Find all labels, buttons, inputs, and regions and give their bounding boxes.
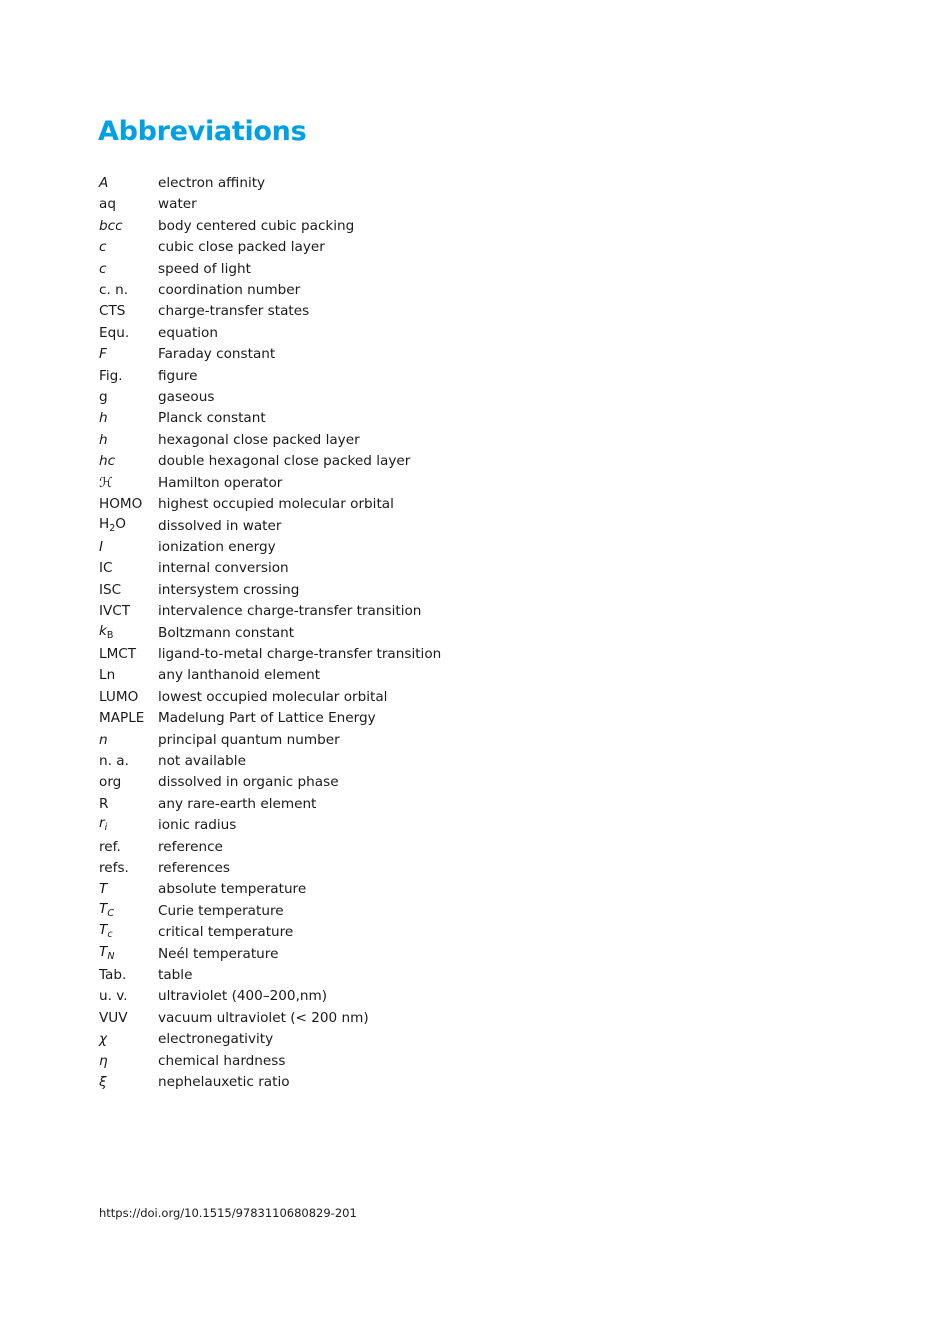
- abbreviation-definition: equation: [158, 324, 218, 341]
- abbreviation-definition: intervalence charge-transfer transition: [158, 603, 422, 620]
- abbreviation-term: [99, 537, 158, 558]
- term-tail: O: [115, 515, 126, 532]
- term-symbol: g: [99, 389, 108, 406]
- abbreviation-row: [99, 815, 599, 836]
- abbreviation-term: [99, 751, 158, 772]
- term-symbol: r: [99, 815, 105, 832]
- abbreviation-term: [99, 687, 158, 708]
- abbreviation-definition: absolute temperature: [158, 881, 307, 898]
- term-symbol: CTS: [99, 303, 126, 320]
- term-symbol: bcc: [99, 217, 123, 234]
- abbreviation-row: [99, 344, 599, 365]
- abbreviation-term: [99, 259, 158, 280]
- abbreviation-term: [99, 1072, 158, 1093]
- abbreviation-definition: Curie temperature: [158, 902, 284, 919]
- abbreviation-definition: ionic radius: [158, 817, 237, 834]
- term-subscript: 2: [109, 522, 116, 534]
- abbreviation-term: [99, 942, 158, 967]
- term-symbol: IC: [99, 560, 113, 577]
- abbreviation-term: [99, 366, 158, 387]
- term-symbol: refs.: [99, 860, 129, 876]
- abbreviation-term: [99, 194, 158, 215]
- term-symbol: H: [99, 515, 110, 532]
- abbreviation-definition: highest occupied molecular orbital: [158, 496, 394, 513]
- abbreviation-row: [99, 259, 599, 280]
- term-symbol: c: [99, 239, 107, 256]
- abbreviation-definition: any rare-earth element: [158, 795, 317, 812]
- abbreviation-row: [99, 751, 599, 772]
- abbreviation-term: [99, 494, 158, 515]
- abbreviation-definition: Faraday constant: [158, 346, 276, 363]
- abbreviation-term: [99, 965, 158, 986]
- abbreviation-definition: any lanthanoid element: [158, 667, 321, 684]
- abbreviation-term: [99, 580, 158, 601]
- abbreviation-term: [99, 408, 158, 429]
- abbreviation-row: [99, 516, 599, 537]
- abbreviation-term: [99, 473, 158, 494]
- abbreviation-definition: figure: [158, 367, 198, 384]
- abbreviation-definition: table: [158, 967, 193, 984]
- abbreviation-definition: gaseous: [158, 389, 215, 406]
- abbreviation-definition: coordination number: [158, 282, 301, 299]
- abbreviation-row: [99, 387, 599, 408]
- term-symbol: R: [99, 795, 109, 812]
- doi-link[interactable]: https://doi.org/10.1515/9783110680829-201: [99, 1206, 357, 1220]
- abbreviation-term: [99, 280, 158, 301]
- abbreviation-row: [99, 558, 599, 579]
- term-subscript: i: [104, 822, 108, 834]
- abbreviation-term: [99, 1008, 158, 1029]
- term-symbol: n: [99, 731, 108, 748]
- abbreviation-row: [99, 837, 599, 858]
- term-symbol: u. v.: [99, 988, 128, 1005]
- abbreviation-term: [99, 237, 158, 258]
- term-subscript: c: [107, 929, 113, 941]
- abbreviation-definition: Planck constant: [158, 410, 266, 427]
- abbreviation-term: [99, 621, 158, 646]
- abbreviation-definition: ultraviolet (400–200,nm): [158, 988, 328, 1005]
- term-symbol: Equ.: [99, 324, 130, 341]
- page-title: Abbreviations: [98, 116, 307, 147]
- abbreviation-definition: Neél temperature: [158, 945, 279, 962]
- term-symbol: VUV: [99, 1009, 128, 1026]
- term-symbol: F: [99, 346, 107, 363]
- abbreviation-row: [99, 687, 599, 708]
- abbreviation-term: [99, 1029, 158, 1050]
- term-symbol: LUMO: [99, 688, 139, 705]
- abbreviation-definition: dissolved in water: [158, 517, 282, 534]
- abbreviation-row: [99, 173, 599, 194]
- abbreviation-term: [99, 387, 158, 408]
- abbreviation-row: [99, 922, 599, 943]
- term-symbol: Fig.: [99, 367, 123, 384]
- abbreviation-definition: body centered cubic packing: [158, 217, 355, 234]
- abbreviation-row: [99, 708, 599, 729]
- abbreviation-definition: hexagonal close packed layer: [158, 431, 360, 448]
- abbreviation-row: [99, 451, 599, 472]
- abbreviation-term: [99, 601, 158, 622]
- abbreviation-definition: principal quantum number: [158, 731, 340, 748]
- term-symbol: T: [99, 922, 108, 939]
- abbreviation-row: [99, 216, 599, 237]
- term-symbol: aq: [99, 196, 116, 213]
- abbreviation-definition: electronegativity: [158, 1031, 274, 1048]
- abbreviation-row: [99, 366, 599, 387]
- abbreviation-term: [99, 644, 158, 665]
- abbreviation-definition: Boltzmann constant: [158, 624, 295, 641]
- term-subscript: C: [107, 907, 114, 919]
- abbreviation-row: [99, 772, 599, 793]
- abbreviation-row: [99, 1072, 599, 1093]
- abbreviation-term: [99, 173, 158, 194]
- abbreviation-row: [99, 494, 599, 515]
- abbreviation-row: [99, 879, 599, 900]
- term-symbol: MAPLE: [99, 710, 145, 727]
- term-symbol: h: [99, 431, 108, 448]
- abbreviation-row: [99, 323, 599, 344]
- abbreviation-term: [99, 451, 158, 472]
- abbreviation-row: [99, 965, 599, 986]
- abbreviation-term: [99, 1051, 158, 1072]
- term-symbol: T: [99, 881, 108, 898]
- abbreviation-definition: chemical hardness: [158, 1052, 286, 1069]
- abbreviation-row: [99, 1029, 599, 1050]
- term-symbol: A: [99, 175, 109, 191]
- abbreviation-row: [99, 237, 599, 258]
- abbreviation-definition: intersystem crossing: [158, 581, 300, 598]
- abbreviation-definition: ligand-to-metal charge-transfer transition: [158, 645, 442, 662]
- abbreviation-row: [99, 944, 599, 965]
- term-symbol: c: [99, 260, 107, 277]
- abbreviation-term: [99, 665, 158, 686]
- term-symbol: n. a.: [99, 752, 129, 769]
- abbreviation-definition: lowest occupied molecular orbital: [158, 688, 388, 705]
- term-symbol: T: [99, 900, 108, 917]
- abbreviation-row: [99, 473, 599, 494]
- term-symbol: I: [99, 538, 104, 555]
- term-symbol: h: [99, 410, 108, 427]
- term-subscript: B: [106, 629, 114, 641]
- abbreviation-definition: electron affinity: [158, 175, 266, 191]
- abbreviation-row: [99, 986, 599, 1007]
- abbreviation-row: [99, 858, 599, 879]
- abbreviation-definition: internal conversion: [158, 560, 289, 577]
- term-symbol: ref.: [99, 838, 121, 855]
- abbreviation-term: [99, 708, 158, 729]
- abbreviation-term: [99, 344, 158, 365]
- term-subscript: N: [107, 950, 115, 962]
- term-symbol: HOMO: [99, 496, 143, 513]
- term-symbol: k: [99, 622, 107, 639]
- abbreviation-term: [99, 430, 158, 451]
- abbreviation-definition: references: [158, 860, 230, 876]
- abbreviation-definition: charge-transfer states: [158, 303, 310, 320]
- abbreviation-list: [99, 173, 599, 1093]
- term-symbol: χ: [99, 1031, 108, 1048]
- term-symbol: LMCT: [99, 645, 137, 662]
- abbreviation-row: [99, 580, 599, 601]
- abbreviation-row: [99, 537, 599, 558]
- term-symbol: c. n.: [99, 282, 129, 299]
- abbreviation-term: [99, 879, 158, 900]
- abbreviation-term: [99, 323, 158, 344]
- abbreviation-definition: dissolved in organic phase: [158, 774, 339, 791]
- abbreviation-row: [99, 665, 599, 686]
- term-symbol: org: [99, 774, 122, 791]
- abbreviation-term: [99, 558, 158, 579]
- term-symbol: ISC: [99, 581, 122, 598]
- abbreviation-term: [99, 794, 158, 815]
- abbreviation-row: [99, 623, 599, 644]
- abbreviation-term: [99, 837, 158, 858]
- abbreviation-term: [99, 813, 158, 838]
- abbreviation-term: [99, 730, 158, 751]
- abbreviation-definition: reference: [158, 838, 223, 855]
- abbreviation-definition: vacuum ultraviolet (< 200 nm): [158, 1009, 369, 1026]
- abbreviation-definition: not available: [158, 752, 246, 769]
- abbreviation-row: [99, 901, 599, 922]
- term-symbol: ξ: [99, 1074, 107, 1091]
- abbreviation-row: [99, 1051, 599, 1072]
- abbreviation-term: [99, 986, 158, 1007]
- abbreviation-definition: nephelauxetic ratio: [158, 1074, 290, 1091]
- term-symbol: IVCT: [99, 603, 131, 620]
- abbreviation-term: [99, 772, 158, 793]
- abbreviation-term: [99, 216, 158, 237]
- abbreviation-definition: cubic close packed layer: [158, 239, 325, 256]
- abbreviation-term: [99, 301, 158, 322]
- abbreviation-definition: water: [158, 196, 197, 213]
- abbreviation-row: [99, 280, 599, 301]
- abbreviation-definition: double hexagonal close packed layer: [158, 453, 411, 470]
- abbreviation-definition: ionization energy: [158, 538, 276, 555]
- term-symbol: ℋ: [99, 474, 113, 491]
- term-symbol: Tab.: [99, 967, 127, 984]
- abbreviation-row: [99, 430, 599, 451]
- abbreviation-row: [99, 1008, 599, 1029]
- abbreviation-term: [99, 858, 158, 879]
- term-symbol: hc: [99, 453, 116, 470]
- abbreviation-term: [99, 514, 158, 539]
- term-symbol: T: [99, 943, 108, 960]
- abbreviation-row: [99, 194, 599, 215]
- abbreviation-row: [99, 794, 599, 815]
- abbreviation-definition: speed of light: [158, 260, 251, 277]
- abbreviation-row: [99, 301, 599, 322]
- abbreviation-definition: Madelung Part of Lattice Energy: [158, 710, 376, 727]
- abbreviation-row: [99, 644, 599, 665]
- term-symbol: η: [99, 1052, 108, 1069]
- abbreviation-row: [99, 730, 599, 751]
- abbreviation-row: [99, 601, 599, 622]
- abbreviation-definition: Hamilton operator: [158, 474, 283, 491]
- term-symbol: Ln: [99, 667, 116, 684]
- abbreviation-row: [99, 408, 599, 429]
- abbreviation-definition: critical temperature: [158, 924, 294, 941]
